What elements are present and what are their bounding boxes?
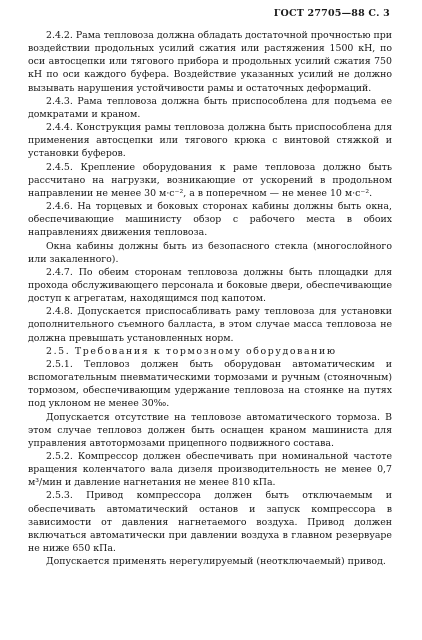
paragraph-2-4-7: 2.4.7. По обеим сторонам тепловоза должны быть площадки для прохода обслуживающего персонала и боковые двери, обеспечивающие доступ к агрегатам, находящимся под капотом. <box>28 266 392 305</box>
section-heading-2-5: 2.5. Требования к тормозному оборудованию <box>46 345 337 357</box>
paragraph-2-4-8: 2.4.8. Допускается приспосабливать раму тепловоза для установки дополнительного съемного балласта, в этом случае масса тепловоза не должна превышать установленных норм. <box>28 306 392 344</box>
paragraph-2-5-2: 2.5.2. Компрессор должен обеспечивать при номинальной частоте вращения коленчатого вала дизеля производительность не менее 0,7 м³/мин и давление нагнетания не менее 810 кПа. <box>28 451 392 489</box>
paragraph-unregulated-drive: Допускается применять нерегулируемый (неотключаемый) привод. <box>46 556 386 568</box>
paragraph-windows-glass: Окна кабины должны быть из безопасного стекла (многослойного или закаленного). <box>28 240 392 265</box>
paragraph-2-4-3: 2.4.3. Рама тепловоза должна быть приспособлена для подъема ее домкратами и краном. <box>28 95 392 120</box>
paragraph-no-auto-brake: Допускается отсутствие на тепловозе автоматического тормоза. В этом случае тепловоз должен быть оснащен краном машиниста для управления автотормозами прицепного подвижного состава. <box>28 411 392 449</box>
paragraph-2-4-6: 2.4.6. На торцевых и боковых сторонах кабины должны быть окна, обеспечивающие машинисту обзор с рабочего места в обоих направлениях движения тепловоза. <box>28 201 392 239</box>
paragraph-2-4-5: 2.4.5. Крепление оборудования к раме тепловоза должно быть рассчитано на нагрузки, возникающие от ускорений в продольном направлении не менее 30 м·с⁻², а в поперечном — не менее 10 м·с⁻². <box>28 161 392 199</box>
paragraph-2-5-3: 2.5.3. Привод компрессора должен быть отключаемым и обеспечивать автоматический останов и запуск компрессора в зависимости от давления нагнетаемого воздуха. Привод должен включаться автоматически при давлении воздуха в главном резервуаре не ниже 650 кПа. <box>28 490 392 555</box>
paragraph-2-4-4: 2.4.4. Конструкция рамы тепловоза должна быть приспособлена для применения автосцепки или тягового крюка с винтовой стяжкой и установки буферов. <box>28 122 392 160</box>
page-header: ГОСТ 27705—88 С. 3 <box>273 8 390 19</box>
document-body <box>28 29 392 568</box>
paragraph-2-4-2: 2.4.2. Рама тепловоза должна обладать достаточной прочностью при воздействии продольных усилий сжатия или растяжения 1500 кН, по оси автосцепки или тягового прибора и продольных усилий сжатия 750 кН по оси каждого буфера. Воздействие указанных усилий не должно вызывать нарушения устойчивости рамы и остаточных деформаций. <box>28 30 392 94</box>
paragraph-2-5-1: 2.5.1. Тепловоз должен быть оборудован автоматическим и вспомогательным пневматическими тормозами и ручным (стояночным) тормозом, обеспечивающим удержание тепловоза на стоянке на путях под уклоном не менее 30‰. <box>28 358 392 410</box>
